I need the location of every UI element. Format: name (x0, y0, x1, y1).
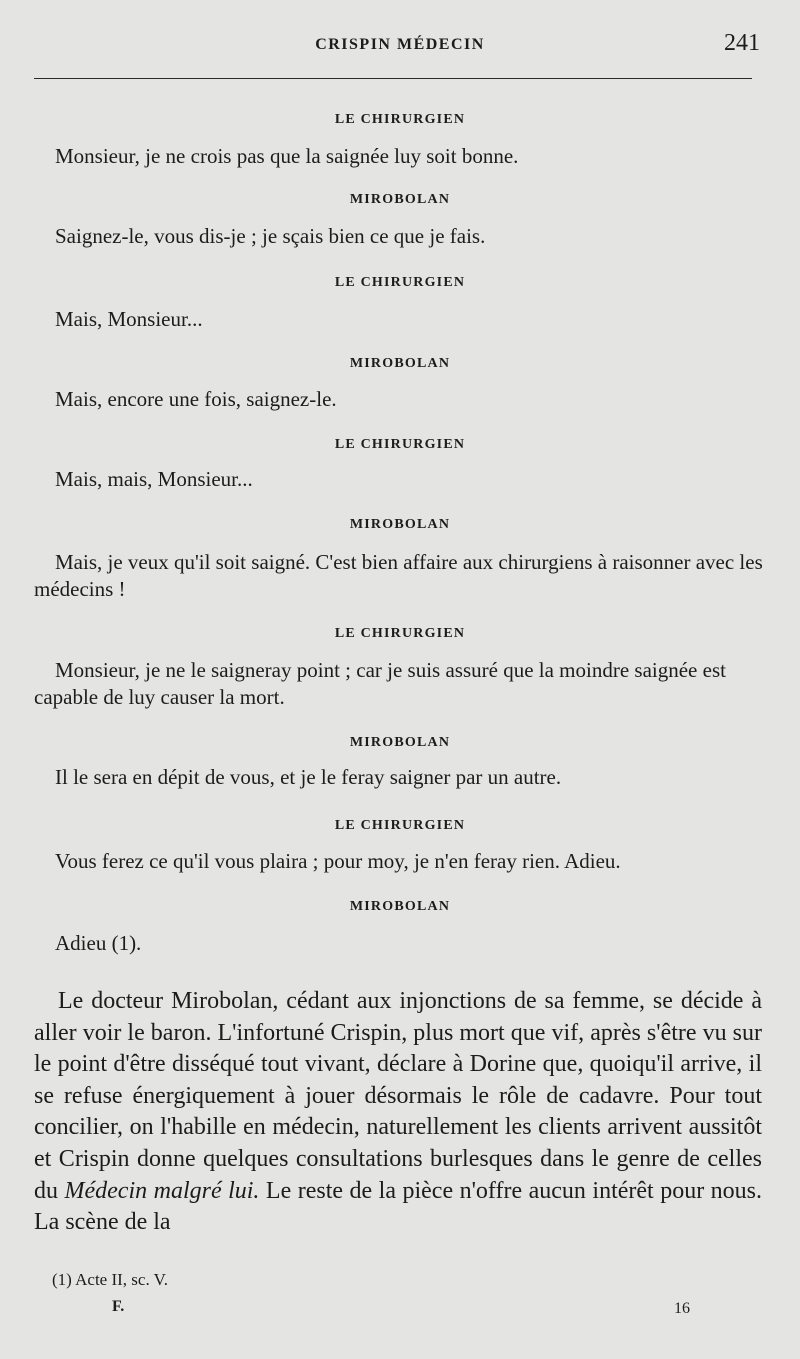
dialogue-line (34, 466, 764, 493)
dialogue-line (34, 386, 764, 413)
speaker-name: LE CHIRURGIEN (334, 112, 466, 127)
dialogue-text: Adieu (1). (55, 931, 142, 955)
page-number: 241 (724, 30, 760, 56)
dialogue-text: Mais, mais, Monsieur... (55, 467, 253, 491)
dialogue-line (34, 143, 764, 170)
dialogue-line (34, 657, 764, 711)
speaker-name: MIROBOLAN (349, 735, 451, 750)
play-title-italic: Médecin malgré lui. (64, 1177, 260, 1204)
speaker-name: MIROBOLAN (349, 899, 451, 914)
dialogue-text: Monsieur, je ne le saigneray point ; car je suis assuré que la moindre saignée est capable de luy causer la mort. (34, 658, 726, 709)
dialogue-text: Monsieur, je ne crois pas que la saignée luy soit bonne. (55, 144, 519, 168)
dialogue-text: Mais, Monsieur... (55, 307, 203, 331)
speaker-name: LE CHIRURGIEN (334, 626, 466, 641)
speaker-name: LE CHIRURGIEN (334, 818, 466, 833)
dialogue-line (34, 223, 764, 250)
prose-text (34, 986, 762, 1239)
dialogue-line (34, 848, 764, 875)
footnote: (1) Acte II, sc. V. (52, 1270, 168, 1289)
speaker-name: MIROBOLAN (349, 192, 451, 207)
signature-mark: F. (112, 1298, 125, 1315)
prose-text-start: Le docteur Mirobolan, cédant aux injonctions de sa femme, se décide à aller voir le baron. L'infortuné Crispin, plus mort que vif, après s'être vu sur le point d'être disséqué tout vivant, déclare à Dorine que, quoiqu'il arrive, il se refuse énergiquement à jouer désormais le rôle de cadavre. Pour tout concilier, on l'habille en médecin, naturellement les clients arrivent aussitôt et Crispin donne quelques consultations burlesques dans le genre de celles du (34, 988, 762, 1204)
prose-paragraph (34, 986, 762, 1239)
speaker-name: MIROBOLAN (349, 517, 451, 532)
dialogue-text: Il le sera en dépit de vous, et je le feray saigner par un autre. (55, 765, 562, 789)
dialogue-line (34, 930, 764, 957)
dialogue-text: Mais, encore une fois, saignez-le. (55, 387, 337, 411)
prose-text-end: Le reste de la pièce n'offre aucun intérêt pour nous. La scène de la (34, 1177, 763, 1236)
running-head: CRISPIN MÉDECIN (315, 36, 485, 53)
dialogue-line (34, 549, 764, 603)
dialogue-text: Vous ferez ce qu'il vous plaira ; pour moy, je n'en feray rien. Adieu. (55, 849, 621, 873)
speaker-name: MIROBOLAN (349, 356, 451, 371)
speaker-name: LE CHIRURGIEN (334, 437, 466, 452)
dialogue-line (34, 764, 764, 791)
dialogue-text: Mais, je veux qu'il soit saigné. C'est bien affaire aux chirurgiens à raisonner avec les médecins ! (34, 550, 763, 601)
sheet-number: 16 (674, 1300, 690, 1317)
dialogue-line (34, 306, 764, 333)
header-rule (34, 78, 752, 79)
speaker-name: LE CHIRURGIEN (334, 275, 466, 290)
dialogue-text: Saignez-le, vous dis-je ; je sçais bien ce que je fais. (55, 224, 486, 248)
